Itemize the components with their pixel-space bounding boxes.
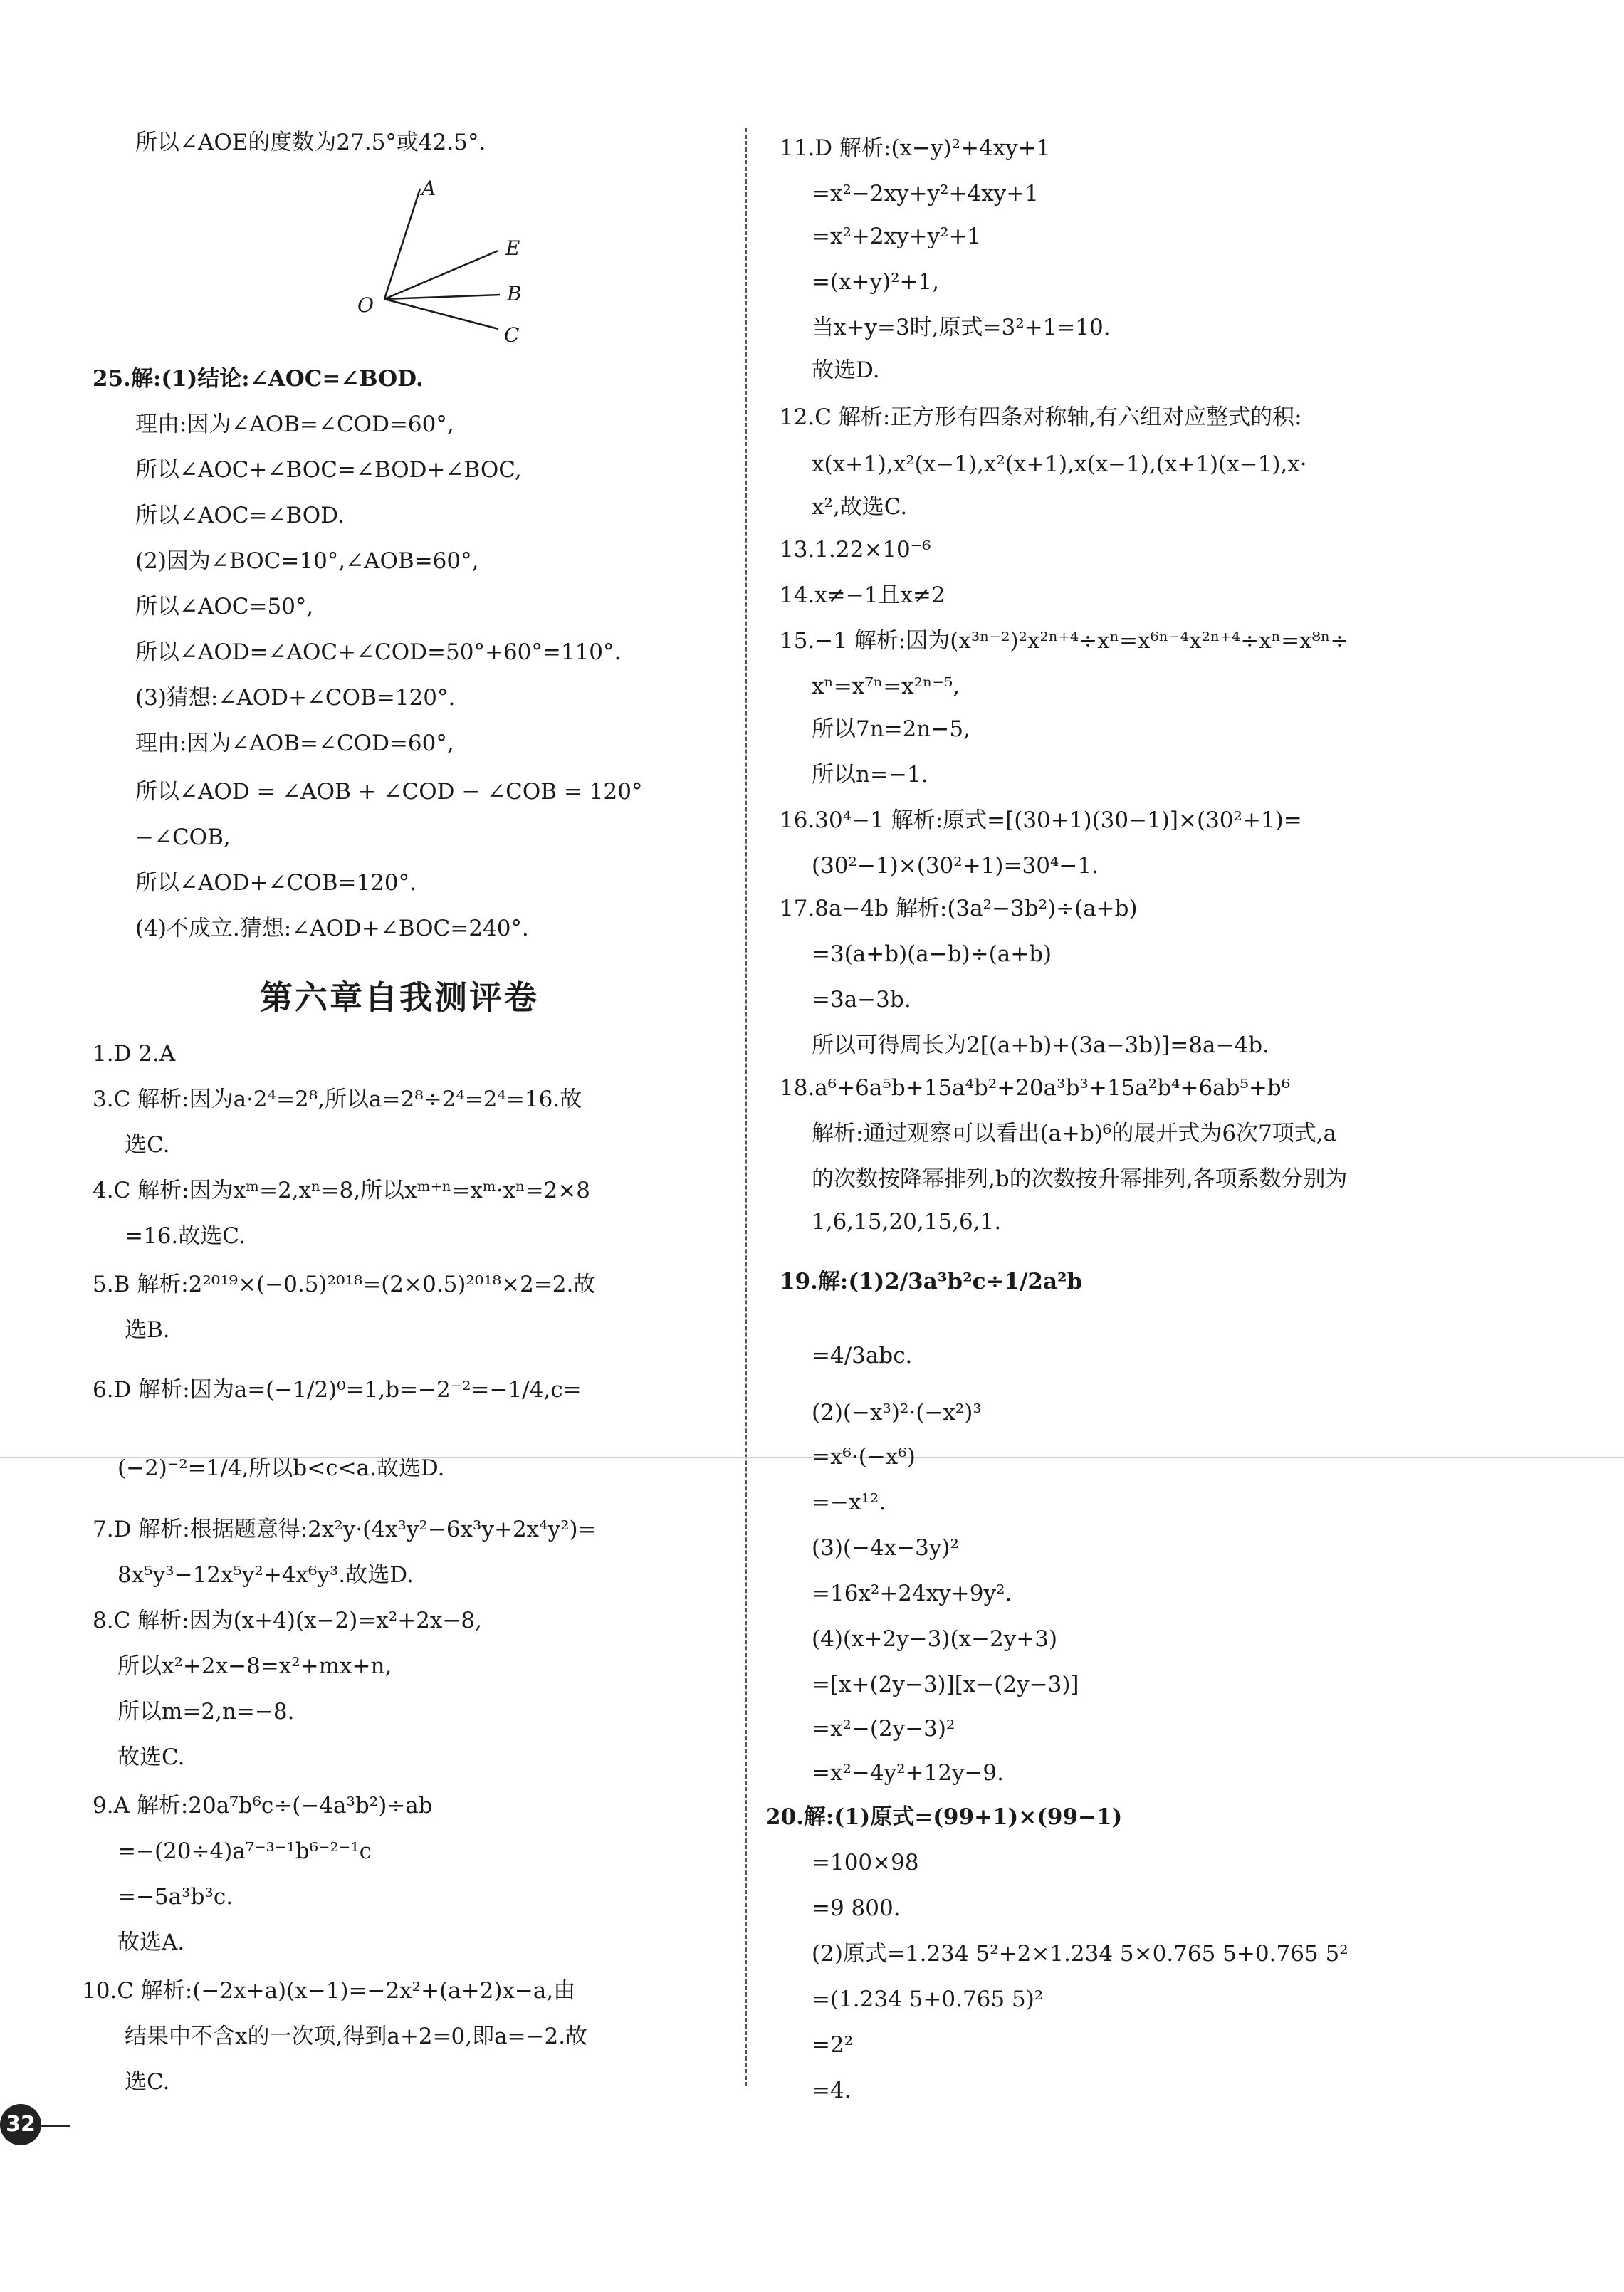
text-line: 所以m=2,n=−8. (117, 1699, 295, 1725)
text-line: =(x+y)²+1, (812, 269, 940, 295)
text-line: =4/3abc. (812, 1343, 913, 1369)
text-line: 结果中不含x的一次项,得到a+2=0,即a=−2.故 (125, 2024, 588, 2049)
text-line: =100×98 (812, 1850, 919, 1875)
text-line: 理由:因为∠AOB=∠COD=60°, (135, 412, 454, 437)
text-line: (4)(x+2y−3)(x−2y+3) (812, 1626, 1058, 1652)
text-line: (3)(−4x−3y)² (812, 1535, 959, 1561)
text-line: =4. (812, 2078, 852, 2103)
text-line: =2² (812, 2032, 854, 2058)
answer-line: 9.A 解析:20a⁷b⁶c÷(−4a³b²)÷ab (93, 1793, 433, 1819)
text-line: 所以∠AOC=∠BOD. (135, 503, 345, 528)
label-o: O (357, 293, 374, 317)
text-line: =(1.234 5+0.765 5)² (812, 1987, 1044, 2012)
text-line: (3)猜想:∠AOD+∠COB=120°. (135, 685, 456, 711)
text-line: =x²−2xy+y²+4xy+1 (812, 181, 1039, 206)
column-divider (745, 128, 747, 2086)
text-line: =−5a³b³c. (117, 1884, 234, 1910)
answer-line: 18.a⁶+6a⁵b+15a⁴b²+20a³b³+15a²b⁴+6ab⁵+b⁶ (780, 1075, 1291, 1101)
text-line: x²,故选C. (812, 494, 908, 520)
text-line: 8x⁵y³−12x⁵y²+4x⁶y³.故选D. (117, 1562, 414, 1588)
text-line: 所以∠AOC+∠BOC=∠BOD+∠BOC, (135, 457, 522, 483)
answer-line: 6.D 解析:因为a=(−1/2)⁰=1,b=−2⁻²=−1/4,c= (93, 1377, 582, 1403)
answer-line: 12.C 解析:正方形有四条对称轴,有六组对应整式的积: (780, 404, 1302, 430)
answer-line: 15.−1 解析:因为(x³ⁿ⁻²)²x²ⁿ⁺⁴÷xⁿ=x⁶ⁿ⁻⁴x²ⁿ⁺⁴÷xⁿ=x⁸ⁿ÷ (780, 628, 1349, 654)
text-line: 故选C. (117, 1744, 185, 1770)
text-line: =x²+2xy+y²+1 (812, 224, 982, 249)
angle-figure (342, 171, 555, 356)
question-20: 20.解:(1)原式=(99+1)×(99−1) (765, 1804, 1123, 1830)
text-line: 1,6,15,20,15,6,1. (812, 1209, 1002, 1235)
text-line: 解析:通过观察可以看出(a+b)⁶的展开式为6次7项式,a (812, 1121, 1337, 1146)
label-e: E (505, 236, 520, 260)
text-line: 的次数按降幂排列,b的次数按升幂排列,各项系数分别为 (812, 1166, 1348, 1192)
text-line: (2)原式=1.234 5²+2×1.234 5×0.765 5+0.765 5² (812, 1941, 1348, 1967)
text-line: 所以x²+2x−8=x²+mx+n, (117, 1653, 392, 1679)
text-line: (2)因为∠BOC=10°,∠AOB=60°, (135, 548, 479, 574)
question-19: 19.解:(1)2/3a³b²c÷1/2a²b (780, 1269, 1083, 1294)
text-line: (30²−1)×(30²+1)=30⁴−1. (812, 853, 1099, 879)
answer-line: 5.B 解析:2²⁰¹⁹×(−0.5)²⁰¹⁸=(2×0.5)²⁰¹⁸×2=2.故 (93, 1272, 596, 1297)
answer-line: 16.30⁴−1 解析:原式=[(30+1)(30−1)]×(30²+1)= (780, 807, 1302, 833)
answer-line: 17.8a−4b 解析:(3a²−3b²)÷(a+b) (780, 896, 1138, 921)
answer-line: 7.D 解析:根据题意得:2x²y·(4x³y²−6x³y+2x⁴y²)= (93, 1517, 597, 1542)
text-line: =−x¹². (812, 1490, 886, 1515)
ray-oa (384, 189, 420, 299)
text-line: =x²−(2y−3)² (812, 1716, 955, 1742)
label-a: A (421, 177, 436, 200)
text-line: =3a−3b. (812, 987, 911, 1012)
text-line: 所以∠AOD=∠AOC+∠COD=50°+60°=110°. (135, 639, 622, 665)
text-line: =−(20÷4)a⁷⁻³⁻¹b⁶⁻²⁻¹c (117, 1838, 372, 1864)
text-line: −∠COB, (135, 825, 231, 850)
text-line: (−2)⁻²=1/4,所以b<c<a.故选D. (117, 1455, 445, 1481)
text-line: 所以n=−1. (812, 762, 928, 787)
text-line: (2)(−x³)²·(−x²)³ (812, 1400, 982, 1425)
answer-line: 3.C 解析:因为a·2⁴=2⁸,所以a=2⁸÷2⁴=2⁴=16.故 (93, 1087, 582, 1112)
label-c: C (504, 323, 520, 347)
text-line: =9 800. (812, 1895, 901, 1921)
text-line: 当x+y=3时,原式=3²+1=10. (812, 315, 1111, 340)
text-line: 所以可得周长为2[(a+b)+(3a−3b)]=8a−4b. (812, 1032, 1269, 1058)
text-line: 理由:因为∠AOB=∠COD=60°, (135, 731, 454, 756)
text-line: =16.故选C. (125, 1223, 246, 1249)
answer-line: 13.1.22×10⁻⁶ (780, 537, 931, 562)
answer-line: 10.C 解析:(−2x+a)(x−1)=−2x²+(a+2)x−a,由 (82, 1978, 576, 2004)
page-number-rule (41, 2125, 70, 2127)
text-line: =3(a+b)(a−b)÷(a+b) (812, 941, 1052, 967)
text-line: xⁿ=x⁷ⁿ=x²ⁿ⁻⁵, (812, 674, 960, 699)
text-line: 选C. (125, 2069, 170, 2095)
label-b: B (507, 282, 522, 305)
text-line: 故选D. (812, 357, 880, 383)
chapter-title: 第六章自我测评卷 (260, 978, 539, 1017)
text-line: =[x+(2y−3)][x−(2y−3)] (812, 1672, 1079, 1697)
text-line: 所以∠AOE的度数为27.5°或42.5°. (135, 130, 486, 155)
text-line: 所以∠AOD = ∠AOB + ∠COD − ∠COB = 120° (135, 779, 643, 805)
ray-oe (384, 251, 498, 299)
text-line: 故选A. (117, 1930, 185, 1955)
text-line: 所以∠AOC=50°, (135, 594, 314, 619)
text-line: 选C. (125, 1132, 170, 1158)
text-line: =x⁶·(−x⁶) (812, 1444, 916, 1470)
question-25: 25.解:(1)结论:∠AOC=∠BOD. (93, 366, 424, 392)
text-line: (4)不成立.猜想:∠AOD+∠BOC=240°. (135, 916, 529, 941)
text-line: 所以7n=2n−5, (812, 716, 970, 742)
text-line: 所以∠AOD+∠COB=120°. (135, 870, 417, 896)
answer-line: 1.D 2.A (93, 1041, 176, 1067)
ray-oc (384, 299, 498, 329)
text-line: 选B. (125, 1317, 170, 1343)
text-line: =16x²+24xy+9y². (812, 1581, 1012, 1606)
page-number: 32 (0, 2104, 41, 2145)
ray-ob (384, 295, 500, 299)
answer-line: 14.x≠−1且x≠2 (780, 582, 945, 608)
answer-line: 8.C 解析:因为(x+4)(x−2)=x²+2x−8, (93, 1608, 482, 1633)
answer-line: 4.C 解析:因为xᵐ=2,xⁿ=8,所以xᵐ⁺ⁿ=xᵐ·xⁿ=2×8 (93, 1178, 590, 1203)
answer-line: 11.D 解析:(x−y)²+4xy+1 (780, 135, 1051, 161)
text-line: x(x+1),x²(x−1),x²(x+1),x(x−1),(x+1)(x−1),x· (812, 451, 1307, 477)
text-line: =x²−4y²+12y−9. (812, 1760, 1005, 1786)
